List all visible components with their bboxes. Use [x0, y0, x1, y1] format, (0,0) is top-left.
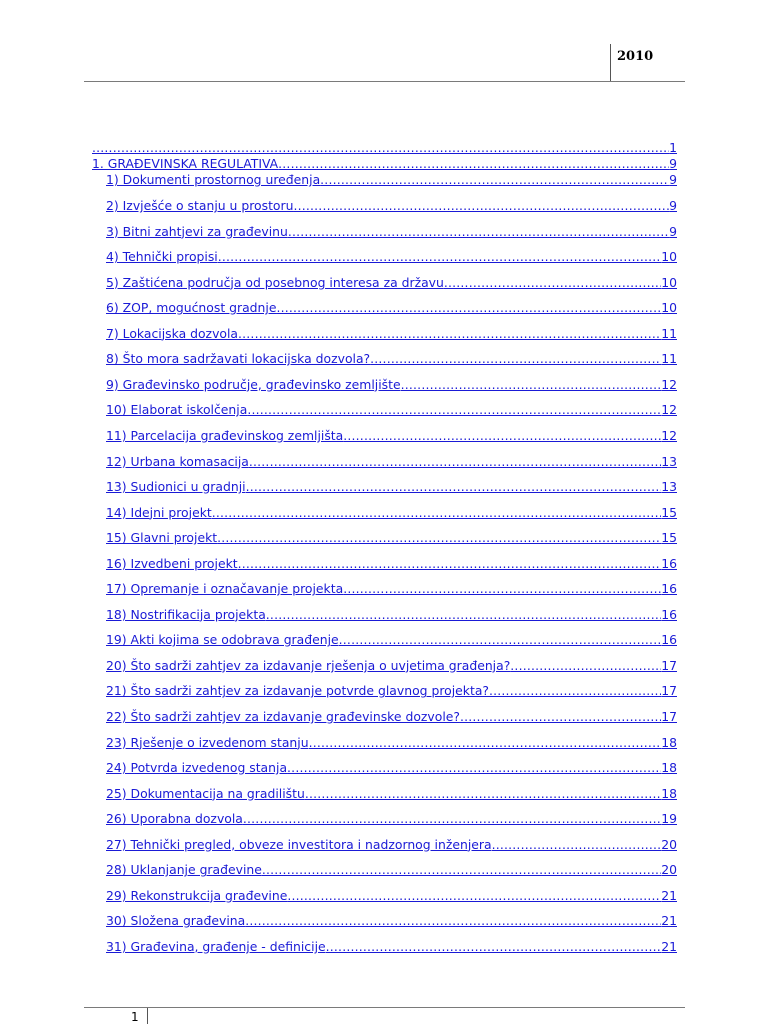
toc-entry[interactable]: [106, 582, 677, 596]
toc-entry-page: 11: [661, 325, 677, 341]
toc-leader-dots: [238, 557, 662, 571]
toc-entry-page: 21: [661, 938, 677, 954]
toc-leader-dots: [266, 608, 661, 622]
toc-entry[interactable]: [106, 889, 677, 903]
toc-entry-title: 4) Tehnički propisi: [106, 249, 218, 265]
toc-entry-page: 12: [661, 376, 677, 392]
toc-leader-dots: [238, 327, 661, 341]
toc-entry[interactable]: [106, 199, 677, 213]
toc-leader-dots: [247, 403, 661, 417]
toc-leader-dots: [460, 710, 661, 724]
toc-leader-dots: [288, 225, 669, 239]
toc-entry-page: 17: [661, 657, 677, 673]
toc-entry[interactable]: [106, 557, 677, 571]
toc-entry-page: 17: [661, 683, 677, 699]
toc-leader-dots: [305, 787, 661, 801]
toc-entry-title: 31) Građevina, građenje - definicije: [106, 938, 326, 954]
toc-entry[interactable]: [106, 455, 677, 469]
toc-entry-title: 1. GRAĐEVINSKA REGULATIVA: [92, 156, 279, 171]
toc-leader-dots: [287, 889, 661, 903]
toc-leader-dots: [278, 157, 669, 171]
toc-leader-dots: [249, 455, 661, 469]
toc-entry[interactable]: [106, 940, 677, 954]
toc-entry-title: 18) Nostrifikacija projekta: [106, 606, 266, 622]
toc-entry[interactable]: [106, 812, 677, 826]
toc-entry[interactable]: [106, 327, 677, 341]
toc-leader-dots: [489, 684, 661, 698]
toc-entry-title: 8) Što mora sadržavati lokacijska dozvola?: [106, 351, 371, 367]
toc-entry-page: 1: [669, 140, 677, 155]
toc-leader-dots: [492, 838, 662, 852]
toc-entry-page: 11: [661, 351, 677, 367]
toc-leader-dots: [243, 812, 661, 826]
toc-entry[interactable]: [106, 710, 677, 724]
toc-entry[interactable]: [106, 838, 677, 852]
toc-entry-title: 26) Uporabna dozvola: [106, 811, 243, 827]
footer-page-number: 1: [131, 1010, 139, 1024]
toc-leader-dots: [262, 863, 661, 877]
toc-entry-title: 21) Što sadrži zahtjev za izdavanje potvrde glavnog projekta?: [106, 683, 489, 699]
toc-entry[interactable]: [106, 301, 677, 315]
toc-leader-dots: [370, 352, 661, 366]
toc-entry-title: 13) Sudionici u gradnji: [106, 479, 246, 495]
toc-entry[interactable]: [106, 378, 677, 392]
toc-entry-page: 20: [661, 862, 677, 878]
toc-entry-page: 21: [661, 887, 677, 903]
toc-entry-title: 23) Rješenje o izvedenom stanju: [106, 734, 309, 750]
toc-entry-title: 24) Potvrda izvedenog stanja: [106, 760, 288, 776]
footer-rule: [84, 1007, 685, 1008]
toc-entry-page: 10: [661, 249, 677, 265]
toc-chapter-entry[interactable]: [92, 157, 677, 171]
toc-entry[interactable]: [106, 736, 677, 750]
toc-entry-title: 15) Glavni projekt: [106, 530, 218, 546]
toc-entry-title: 5) Zaštićena područja od posebnog interesa za državu: [106, 274, 444, 290]
toc-entry-page: 16: [661, 606, 677, 622]
toc-entry-title: 29) Rekonstrukcija građevine: [106, 887, 288, 903]
toc-entry-page: 9: [669, 198, 677, 213]
toc-leader-dots: [320, 173, 669, 187]
toc-leader-dots: [276, 301, 661, 315]
toc-entry[interactable]: [106, 429, 677, 443]
toc-entry[interactable]: [106, 761, 677, 775]
toc-entry-page: 17: [661, 709, 677, 724]
toc-entry-page: 18: [661, 760, 677, 776]
toc-entry-title: 11) Parcelacija građevinskog zemljišta: [106, 427, 344, 443]
toc-entry-page: 16: [661, 581, 677, 597]
toc-entry-title: 10) Elaborat iskolčenja: [106, 402, 248, 418]
footer-divider: [147, 1008, 148, 1024]
toc-entry[interactable]: [106, 352, 677, 366]
toc-leader-dots: [293, 199, 669, 213]
toc-entry[interactable]: [106, 863, 677, 877]
toc-entry-page: 10: [661, 274, 677, 290]
toc-entry-page: 9: [669, 156, 677, 171]
toc-entry-title: 12) Urbana komasacija: [106, 453, 249, 469]
toc-entry-page: 13: [661, 453, 677, 469]
toc-entry-title: 7) Lokacijska dozvola: [106, 325, 239, 341]
toc-entry[interactable]: [106, 276, 677, 290]
toc-entry-title: 17) Opremanje i označavanje projekta: [106, 581, 344, 597]
toc-entry-page: 18: [661, 734, 677, 750]
toc-entry-page: 12: [661, 427, 677, 443]
toc-entry-page: 20: [661, 836, 677, 852]
toc-leader-dots: [217, 531, 661, 545]
toc-entry[interactable]: [106, 250, 677, 264]
toc-entry-title: 16) Izvedbeni projekt: [106, 555, 238, 571]
toc-entry-title: 25) Dokumentacija na gradilištu: [106, 785, 305, 801]
toc-entry[interactable]: [106, 506, 677, 520]
toc-entry-page: 21: [661, 913, 677, 929]
toc-entry-page: 16: [661, 555, 677, 571]
toc-leader-dots: [212, 506, 661, 520]
toc-leader-dots: [245, 914, 661, 928]
toc-entry[interactable]: [106, 608, 677, 622]
toc-entry-page: 15: [661, 504, 677, 520]
header-year: 2010: [617, 49, 654, 64]
toc-entry-title: 28) Uklanjanje građevine: [106, 862, 262, 878]
toc-entry-title: 6) ZOP, mogućnost gradnje: [106, 300, 277, 316]
toc-entry-page: 16: [661, 632, 677, 648]
toc-entry-title: 3) Bitni zahtjevi za građevinu: [106, 223, 288, 239]
toc-entry[interactable]: [106, 173, 677, 187]
toc-entry-page: 15: [661, 530, 677, 546]
toc-entry-page: 9: [669, 172, 677, 187]
toc-entry-title: 1) Dokumenti prostornog uređenja: [106, 172, 321, 187]
toc-entry-page: 9: [669, 223, 677, 239]
toc-leader-dots: [218, 250, 661, 264]
toc-entry[interactable]: [106, 403, 677, 417]
toc-entry[interactable]: [106, 659, 677, 673]
toc-leader-dots: [339, 633, 662, 647]
toc-leader-dots: [309, 736, 662, 750]
toc-entry-title: 20) Što sadrži zahtjev za izdavanje rješenja o uvjetima građenja?: [106, 657, 511, 673]
toc-leader-dots: [343, 582, 661, 596]
toc-leader-dots: [326, 940, 662, 954]
toc-leader-dots: [92, 141, 669, 155]
toc-entry-page: 18: [661, 785, 677, 801]
toc-entry-title: 9) Građevinsko područje, građevinsko zemljište: [106, 376, 401, 392]
toc-entry-page: 12: [661, 402, 677, 418]
toc-entry[interactable]: [106, 633, 677, 647]
toc-entry-page: 13: [661, 479, 677, 495]
toc-leader-dots: [401, 378, 662, 392]
toc-entry[interactable]: [106, 531, 677, 545]
toc-entry-title: 30) Složena građevina: [106, 913, 246, 929]
toc-leader-dots: [444, 276, 661, 290]
header-rule: [84, 81, 685, 82]
toc-leader-dots: [343, 429, 661, 443]
toc-leader-dots: [246, 480, 662, 494]
toc-leader-dots: [287, 761, 661, 775]
toc-entry-title: 22) Što sadrži zahtjev za izdavanje građevinske dozvole?: [106, 709, 460, 724]
toc-entry[interactable]: [106, 787, 677, 801]
toc-entry-title: 2) Izvješće o stanju u prostoru: [106, 198, 294, 213]
toc-entry-page: 19: [661, 811, 677, 827]
toc-leader-dots: [510, 659, 661, 673]
toc-entry-page: 10: [661, 300, 677, 316]
toc-entry[interactable]: [106, 914, 677, 928]
toc-entry-title: 14) Idejni projekt: [106, 504, 212, 520]
toc-entry-untitled[interactable]: [92, 141, 677, 155]
toc-entry[interactable]: [106, 684, 677, 698]
toc-entry[interactable]: [106, 225, 677, 239]
header-divider: [610, 44, 611, 81]
toc-entry[interactable]: [106, 480, 677, 494]
toc-entry-title: 27) Tehnički pregled, obveze investitora i nadzornog inženjera: [106, 836, 492, 852]
toc-entry-title: 19) Akti kojima se odobrava građenje: [106, 632, 339, 648]
